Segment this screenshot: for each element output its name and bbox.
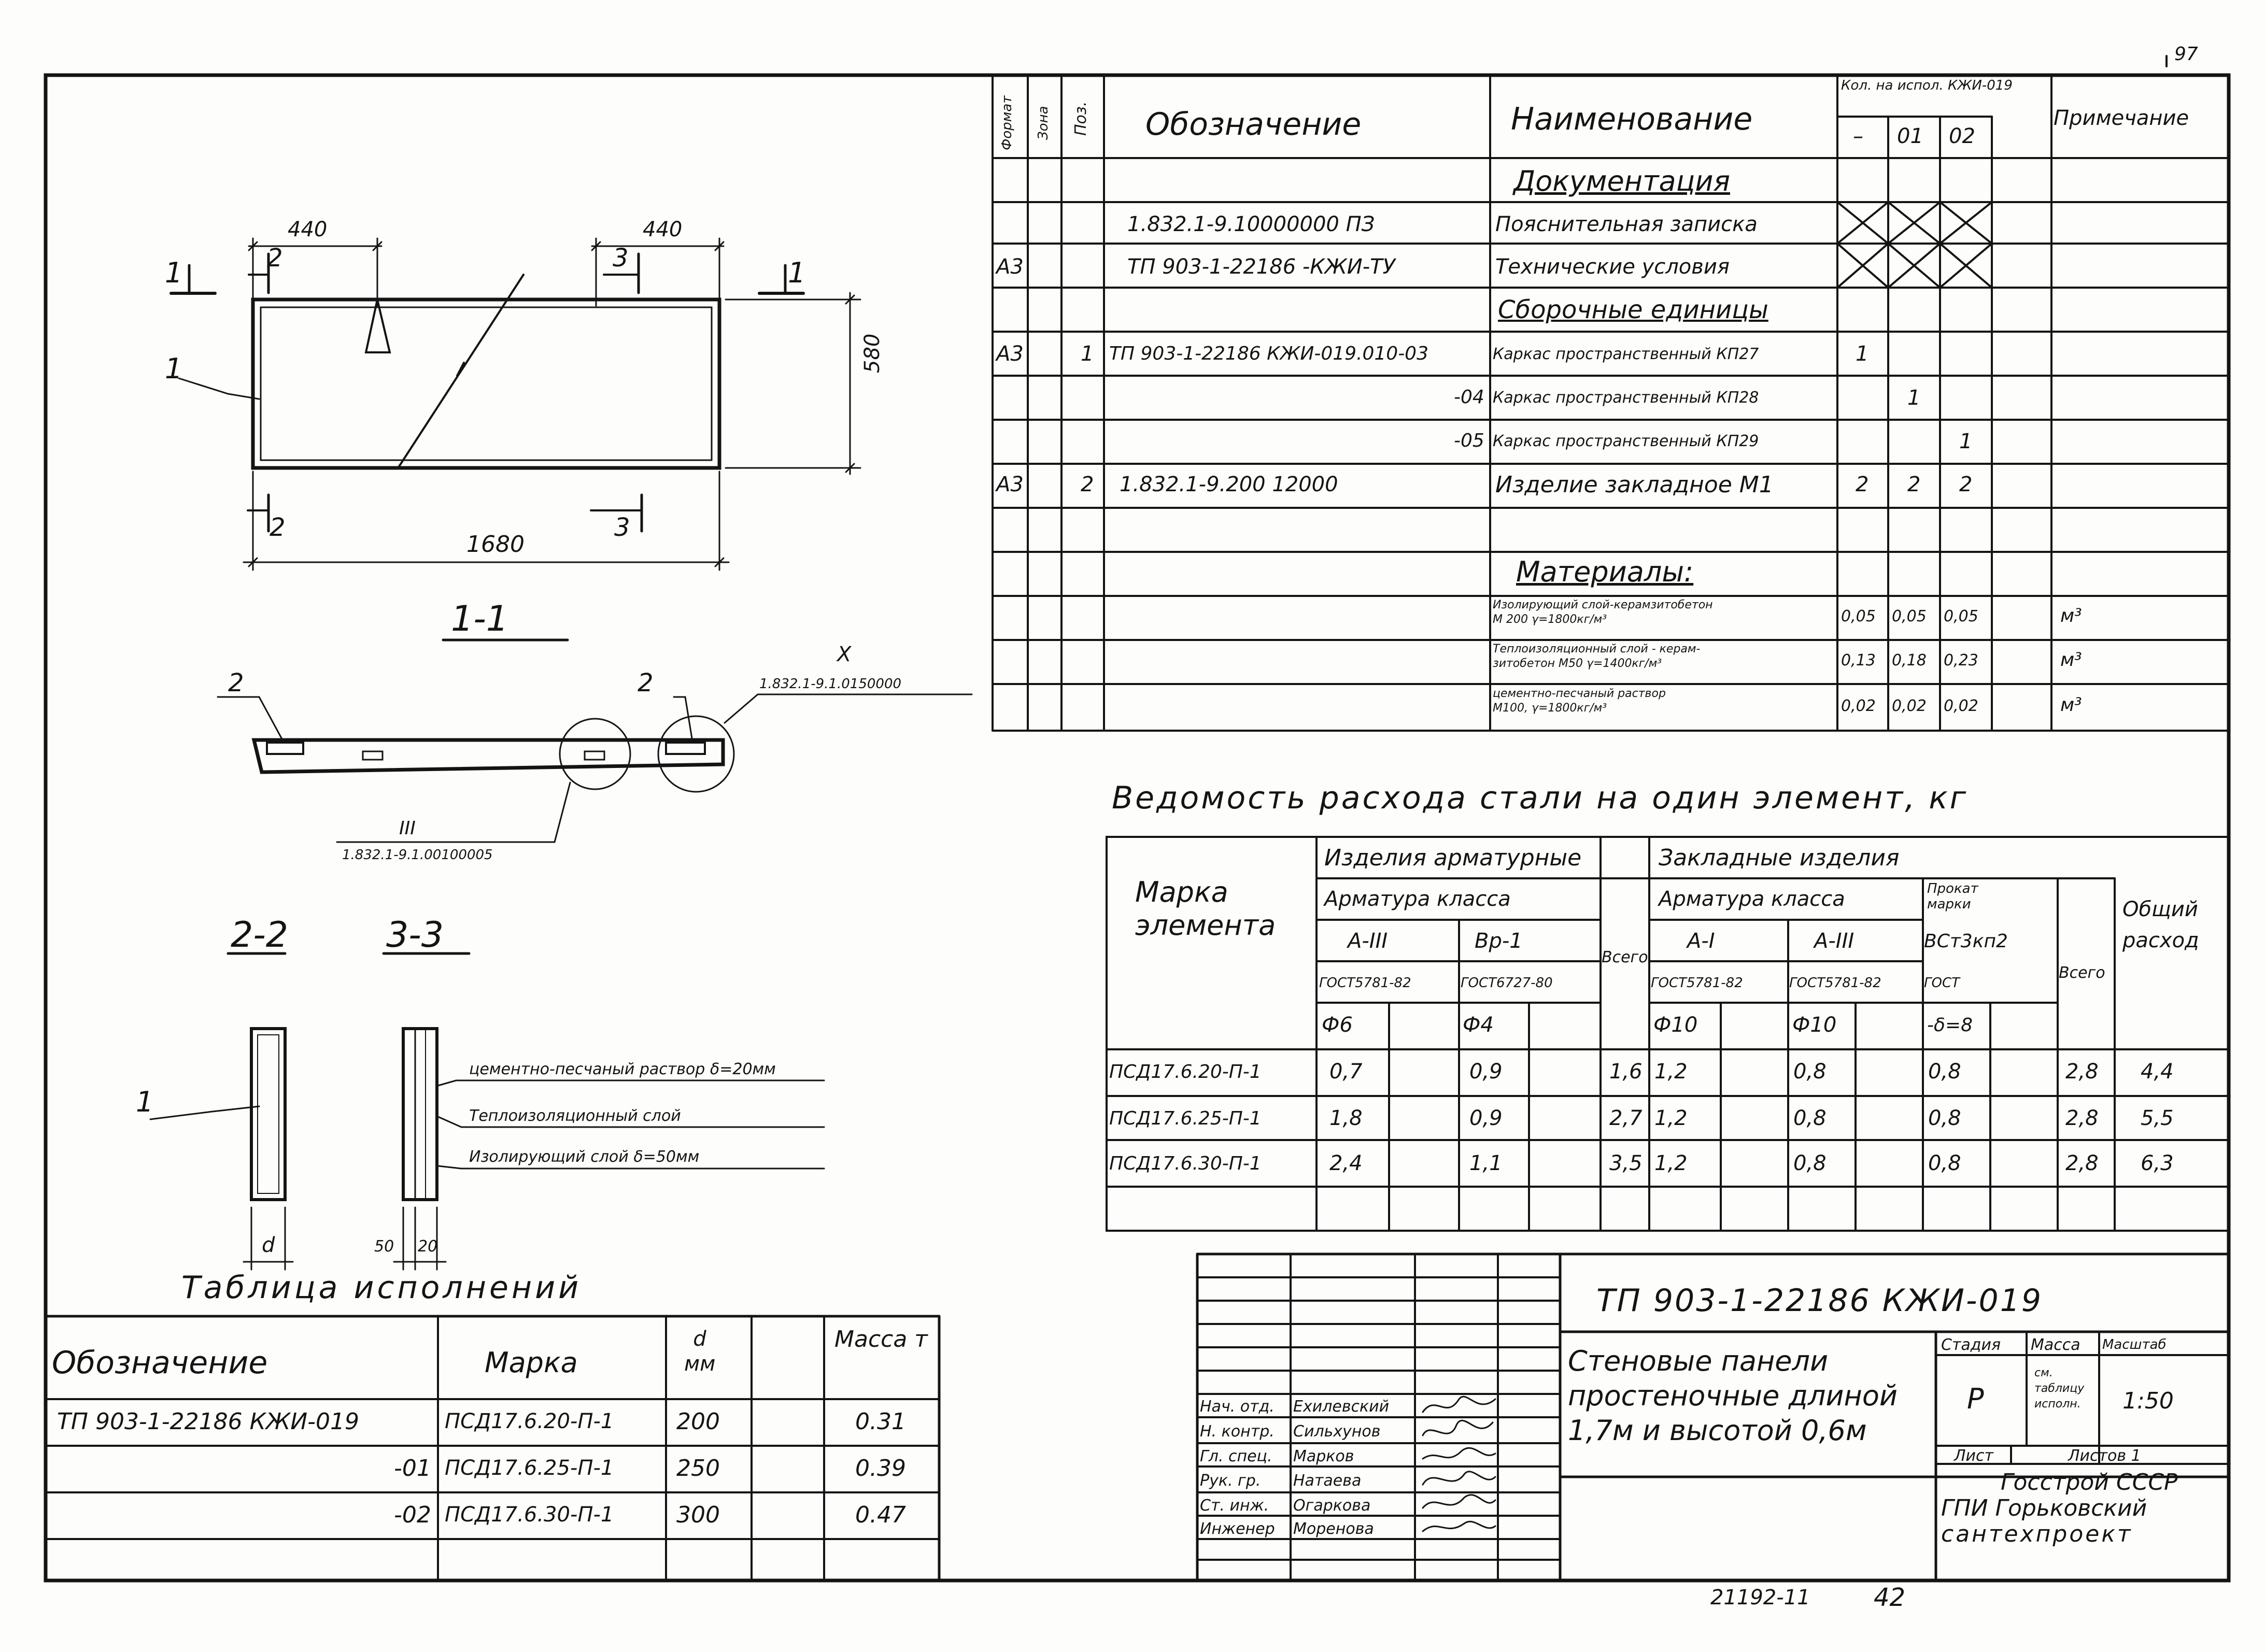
steel-row-bp1: 1,1	[1469, 1151, 1503, 1175]
grade-a3b: А-III	[1814, 929, 1855, 953]
std-4: ГОСТ5781-82	[1789, 975, 1881, 991]
org-line-2: ГПИ Горьковский	[1941, 1495, 2147, 1521]
dia-1: Ф6	[1322, 1013, 1353, 1037]
layer-mortar: цементно-песчаный раствор δ=20мм	[469, 1060, 776, 1078]
steel-row-total1: 1,6	[1609, 1060, 1643, 1084]
steel-row-a3b: 0,8	[1793, 1151, 1827, 1175]
asm-row-pos: 1	[1081, 342, 1094, 366]
exec-h-d: d мм	[684, 1327, 716, 1376]
signer-role: Инженер	[1200, 1520, 1275, 1538]
mat-row-line2: М 200 γ=1800кг/м³	[1493, 613, 1607, 626]
exec-h-mass: Масса т	[834, 1326, 928, 1352]
steel-row-a3b: 0,8	[1793, 1106, 1827, 1130]
asm-row-designation: 1.832.1-9.200 12000	[1120, 473, 1338, 496]
asm-row-designation: ТП 903-1-22186 КЖИ-019.010-03	[1109, 343, 1428, 364]
section-1-1-drawing	[218, 640, 972, 842]
std-2: ГОСТ6727-80	[1461, 975, 1553, 991]
mat-row-unit: м³	[2060, 649, 2082, 671]
stage-value: Р	[1967, 1383, 1984, 1415]
steel-row-rolled: 0,8	[1928, 1060, 1961, 1084]
signer-role: Нач. отд.	[1200, 1398, 1275, 1416]
page-number: 42	[1874, 1583, 1906, 1612]
steel-row-mark: ПСД17.6.20-П-1	[1109, 1061, 1262, 1083]
ref-top-mark: X	[837, 643, 852, 666]
mat-row-q0: 0,13	[1841, 651, 1876, 670]
grade-vst: ВСт3кп2	[1924, 931, 2008, 952]
signer-name: Марков	[1293, 1447, 1354, 1465]
section-2-bottom-mark: 2	[270, 513, 286, 542]
section-documentation: Документация	[1513, 165, 1730, 197]
std-1: ГОСТ5781-82	[1319, 975, 1411, 991]
section-2-top-mark: 2	[267, 244, 283, 273]
mat-row-q0: 0,02	[1841, 697, 1876, 715]
asm-row-format: А3	[996, 473, 1024, 496]
dia-3: Ф10	[1653, 1013, 1698, 1037]
doc-row-name: Пояснительная записка	[1495, 212, 1758, 236]
section-2-2-title: 2-2	[231, 915, 289, 956]
h-total-rebar: Всего	[1602, 948, 1648, 966]
h-embedded-products: Закладные изделия	[1659, 845, 1900, 871]
steel-table-title: Ведомость расхода стали на один элемент, кг	[1112, 780, 1969, 816]
col-designation-header: Обозначение	[1145, 106, 1362, 143]
steel-row-rolled: 0,8	[1928, 1151, 1961, 1175]
dim-offset-left: 440	[288, 218, 328, 241]
exec-h-mark: Марка	[485, 1346, 578, 1379]
dim-d: d	[262, 1233, 275, 1257]
org-line-3: сантехпроект	[1941, 1521, 2133, 1547]
mat-row-line1: Теплоизоляционный слой - керам-	[1493, 643, 1701, 656]
ref-bottom-designation: 1.832.1-9.1.00100005	[342, 847, 493, 863]
mat-row-q2: 0,05	[1944, 607, 1978, 625]
asm-row-q2: 2	[1959, 473, 1973, 496]
asm-row-q0: 2	[1856, 473, 1869, 496]
mat-row-line2: зитобетон М50 γ=1400кг/м³	[1493, 657, 1662, 670]
desc-line-2: простеночные длиной	[1568, 1379, 1898, 1412]
asm-row-designation: -04	[1454, 387, 1484, 408]
asm-row-name: Изделие закладное М1	[1495, 472, 1774, 498]
layer-isolating: Изолирующий слой δ=50мм	[469, 1148, 700, 1166]
steel-row-a1: 1,2	[1654, 1151, 1688, 1175]
asm-row-name: Каркас пространственный КП27	[1493, 345, 1759, 363]
section-1-1-title: 1-1	[451, 599, 509, 639]
h-emb-class: Арматура класса	[1659, 887, 1845, 911]
exec-row-mark: ПСД17.6.20-П-1	[445, 1409, 614, 1433]
steel-row-mark: ПСД17.6.25-П-1	[1109, 1108, 1262, 1129]
h-rolled: Прокат марки	[1927, 881, 1978, 912]
plan-pos-1: 1	[165, 352, 183, 385]
signer-name: Сильхунов	[1293, 1422, 1381, 1441]
dim-20: 20	[418, 1237, 438, 1256]
section-3-top-mark: 3	[613, 244, 629, 273]
steel-row-a3b: 0,8	[1793, 1060, 1827, 1084]
stage-label: Стадия	[1941, 1336, 2001, 1354]
section-materials: Материалы:	[1516, 556, 1694, 588]
dim-width: 1680	[466, 531, 525, 558]
h-overall: Общий расход	[2122, 898, 2199, 952]
exec-row-d: 300	[676, 1502, 720, 1528]
exec-row-designation: -01	[394, 1455, 431, 1482]
steel-row-a3: 2,4	[1329, 1151, 1363, 1175]
qty-col-01: 01	[1897, 124, 1923, 148]
section-2-2-pos: 1	[136, 1086, 154, 1118]
steel-row-a1: 1,2	[1654, 1106, 1688, 1130]
steel-row-total2: 2,8	[2065, 1106, 2099, 1130]
mat-row-q1: 0,05	[1892, 607, 1927, 625]
org-line-1: Госстрой СССР	[2001, 1469, 2178, 1496]
exec-row-d: 250	[676, 1455, 720, 1482]
exec-table-title: Таблица исполнений	[181, 1270, 582, 1306]
drawing-code: ТП 903-1-22186 КЖИ-019	[1596, 1283, 2043, 1319]
dim-height: 580	[860, 333, 884, 373]
exec-row-designation: ТП 903-1-22186 КЖИ-019	[57, 1408, 360, 1435]
asm-row-format: А3	[996, 342, 1024, 366]
h-rebar-products: Изделия арматурные	[1324, 845, 1582, 871]
corner-mark: 97	[2174, 44, 2198, 65]
section-3-bottom-mark: 3	[614, 513, 630, 542]
signer-name: Ехилевский	[1293, 1398, 1390, 1416]
mat-row-q2: 0,23	[1944, 651, 1978, 670]
section-1-1-pos-left: 2	[228, 668, 244, 697]
grade-a1: А-I	[1687, 929, 1715, 953]
h-element-mark: Марка элемента	[1135, 876, 1276, 942]
section-1-right-mark: 1	[788, 257, 806, 289]
mat-row-line1: цементно-песчаный раствор	[1493, 687, 1666, 700]
sheets-label: Листов 1	[2068, 1447, 2141, 1465]
mat-row-line2: М100, γ=1800кг/м³	[1493, 702, 1607, 715]
section-1-1-pos-right: 2	[638, 668, 654, 697]
std-5: ГОСТ	[1924, 975, 1960, 991]
desc-line-1: Стеновые панели	[1568, 1345, 1829, 1377]
section-3-3-title: 3-3	[386, 915, 444, 956]
steel-row-total2: 2,8	[2065, 1151, 2099, 1175]
mat-row-line1: Изолирующий слой-керамзитобетон	[1493, 599, 1713, 611]
steel-row-bp1: 0,9	[1469, 1106, 1503, 1130]
exec-row-mark: ПСД17.6.30-П-1	[445, 1503, 614, 1527]
ref-bottom-mark: III	[399, 818, 416, 839]
steel-row-mark: ПСД17.6.30-П-1	[1109, 1153, 1262, 1174]
col-name-header: Наименование	[1511, 101, 1753, 137]
exec-row-mass: 0.39	[855, 1455, 906, 1482]
dia-2: Ф4	[1463, 1013, 1494, 1037]
mat-row-q1: 0,18	[1892, 651, 1927, 670]
doc-row-format: А3	[996, 255, 1024, 279]
qty-col-base: –	[1853, 124, 1863, 148]
archive-number: 21192-11	[1710, 1586, 1810, 1610]
mat-row-q1: 0,02	[1892, 697, 1927, 715]
signer-name: Моренова	[1293, 1520, 1374, 1538]
mat-row-q2: 0,02	[1944, 697, 1978, 715]
signer-role: Н. контр.	[1200, 1422, 1275, 1441]
grade-a3: А-III	[1348, 929, 1388, 953]
asm-row-q0: 1	[1856, 342, 1869, 366]
scale-value: 1:50	[2122, 1388, 2174, 1414]
section-assemblies: Сборочные единицы	[1498, 295, 1768, 324]
h-rebar-class: Арматура класса	[1324, 887, 1511, 911]
ref-top-designation: 1.832.1-9.1.0150000	[759, 676, 902, 692]
exec-row-mass: 0.47	[855, 1502, 906, 1528]
steel-row-a1: 1,2	[1654, 1060, 1688, 1084]
dia-4: Ф10	[1792, 1013, 1837, 1037]
mat-row-unit: м³	[2060, 694, 2082, 716]
scale-label: Масштаб	[2102, 1337, 2167, 1352]
exec-row-mass: 0.31	[855, 1408, 906, 1435]
steel-row-total2: 2,8	[2065, 1060, 2099, 1084]
steel-row-bp1: 0,9	[1469, 1060, 1503, 1084]
asm-row-q1: 2	[1907, 473, 1921, 496]
doc-row-designation: 1.832.1-9.10000000 ПЗ	[1127, 212, 1375, 236]
steel-row-a3: 1,8	[1329, 1106, 1363, 1130]
qty-col-02: 02	[1949, 124, 1975, 148]
steel-row-total1: 3,5	[1609, 1151, 1643, 1175]
asm-row-designation: -05	[1454, 430, 1484, 451]
grade-bp1: Вр-1	[1475, 929, 1523, 953]
mat-row-q0: 0,05	[1841, 607, 1876, 625]
std-3: ГОСТ5781-82	[1651, 975, 1743, 991]
steel-row-overall: 4,4	[2141, 1060, 2174, 1084]
asm-row-pos: 2	[1081, 473, 1094, 496]
col-qty-header: Кол. на испол. КЖИ-019	[1841, 78, 2013, 93]
signer-name: Натаева	[1293, 1472, 1362, 1490]
steel-row-rolled: 0,8	[1928, 1106, 1961, 1130]
asm-row-q1: 1	[1907, 386, 1921, 410]
sheet-label: Лист	[1954, 1447, 1994, 1465]
doc-row-name: Технические условия	[1495, 255, 1730, 279]
signer-role: Гл. спец.	[1200, 1447, 1272, 1465]
col-note-header: Примечание	[2054, 106, 2189, 130]
col-pos-header: Поз.	[1072, 101, 1090, 136]
signer-name: Огаркова	[1293, 1497, 1371, 1515]
mass-label: Масса	[2031, 1336, 2080, 1354]
exec-row-d: 200	[676, 1408, 720, 1435]
mass-value: см. таблицу исполн.	[2034, 1366, 2085, 1411]
col-zone-header: Зона	[1036, 106, 1051, 140]
exec-row-designation: -02	[394, 1502, 431, 1528]
section-1-left-mark: 1	[165, 257, 183, 289]
exec-row-mark: ПСД17.6.25-П-1	[445, 1456, 614, 1480]
exec-h-designation: Обозначение	[52, 1345, 268, 1381]
signer-role: Рук. гр.	[1200, 1472, 1261, 1490]
dim-50: 50	[374, 1237, 394, 1256]
signer-role: Ст. инж.	[1200, 1497, 1269, 1515]
dia-5: -δ=8	[1927, 1015, 1973, 1036]
asm-row-name: Каркас пространственный КП28	[1493, 389, 1759, 407]
steel-row-overall: 6,3	[2141, 1151, 2174, 1175]
h-total-emb: Всего	[2059, 964, 2105, 982]
steel-row-total1: 2,7	[1609, 1106, 1643, 1130]
dim-offset-right: 440	[643, 218, 683, 241]
col-format-header: Формат	[999, 95, 1015, 150]
desc-line-3: 1,7м и высотой 0,6м	[1568, 1414, 1867, 1447]
asm-row-name: Каркас пространственный КП29	[1493, 432, 1759, 450]
doc-row-designation: ТП 903-1-22186 -КЖИ-ТУ	[1127, 255, 1395, 279]
steel-row-overall: 5,5	[2141, 1106, 2174, 1130]
steel-row-a3: 0,7	[1329, 1060, 1363, 1084]
layer-insulation: Теплоизоляционный слой	[469, 1107, 681, 1125]
asm-row-q2: 1	[1959, 430, 1973, 453]
mat-row-unit: м³	[2060, 605, 2082, 626]
